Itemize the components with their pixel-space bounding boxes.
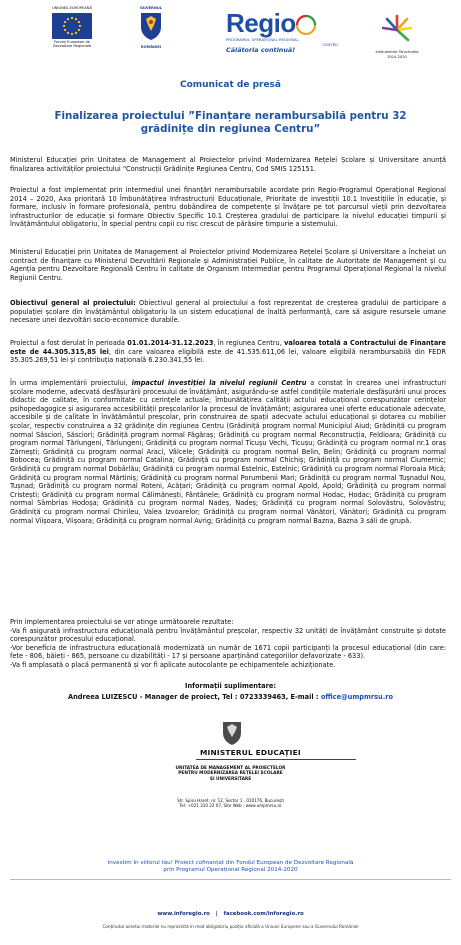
- ministry-address: [100, 798, 361, 809]
- instruments-caption-1: Instrumente Structurale: [375, 50, 419, 54]
- footer-note: [20, 860, 441, 874]
- instruments-logo: [367, 14, 427, 59]
- contact-email-link[interactable]: office@umpmrsu.ro: [320, 693, 393, 701]
- budget-text-a: Proiectul a fost derulat în perioada: [10, 339, 128, 347]
- contact-block: [0, 682, 461, 701]
- ministry-unit: [120, 766, 341, 782]
- unit-line-3: ȘI UNIVERSITARE: [209, 776, 252, 782]
- contact-heading: Informații suplimentare:: [185, 682, 276, 690]
- coat-of-arms-icon: [221, 720, 243, 746]
- contact-line: [0, 693, 461, 701]
- objective-text: Obiectivul general al proiectului a fost reprezentat de creșterea gradului de participare a populației școlare din învățământul obligatoriu la un sistem educațional de înaltă performanță, care să asigure resursele umane necesare unei dezvoltări socio-economice durabile.: [10, 299, 446, 325]
- regio-tagline: Călătoria continuă!: [226, 46, 296, 55]
- unit-line-2: PENTRU MODERNIZAREA REȚELEI ȘCOLARE: [178, 771, 283, 777]
- press-release-label: Comunicat de presă: [179, 80, 281, 90]
- title-line-2: grădinițe din regiunea Centru”: [140, 123, 321, 135]
- structural-instruments-icon: [382, 14, 412, 46]
- impact-text-c: a constat în crearea unei infrastructuri școlare moderne, adecvată desfășurării procesului de învățământ, asigurându-se astfel condițiile materiale desfășurării unui proces didactic de calitate, în conformitate cu cerințele actuale; îmbunătățirea calității actului educațional corespunzător cerințelor psihopedagogice și asigurarea accesibilității preșcolarilor la procesul de învățământ; asigurarea unei oferte educaționale adecvate, accesibile și de calitate în învățământul preșcolar, prin construirea de spații adecvate actului educațional și dotarea cu mobilier școlar, respectiv construirea a 32 grădinițe din regiunea Centru (Grădiniță program normal Municipiul Aiud; Grădiniță cu program normal Săsciori, Săsciori; Grădiniță program normal Făgăraș; Grădiniță cu program normal Reconstrucția, Feldioara; Grădiniță cu program normal Tărlungeni, Tărlungeni; Grădiniță cu program normal Ticușu Vechi, Ticușu; Grădiniță cu program normal nr.1 oraș Zărnești; Grădiniță cu program normal Araci, Vâlcele; Grădiniță cu program normal Belin, Belin; Grădiniță cu program normal Bobocea; Grădiniță cu program normal Catalina; Grădiniță cu program normal Chichiș; Grădiniță cu program normal Ciumernic; Grădiniță cu program normal Dobârlău; Grădiniță cu program normal Estelnic, Estelnic; Grădiniță cu program normal Floroaia Mică; Grădiniță cu program normal Mărtiniș; Grădiniță cu program normal Porumbenii Mari; Grădiniță cu program normal Tușnadul Nou, Tușnad; Grădiniță cu program normal Roteni, Acățari; Grădiniță cu program normal Apold, Apold; Grădiniță cu program normal Cristești; Grădiniță cu program normal Călimănești, Fântânele; Grădiniță cu program normal Hodac, Hodac; Grădiniță cu program normal Sâmbrias Hodoșa; Grădiniță cu program normal Nadeș, Nadeș; Grădiniță cu program normal Solovăstru, Solovăstru; Grădiniță cu program normal Chirileu, Valea Izvoarelor; Grădiniță cu program normal Vânători, Vânători; Grădiniță cu program normal Viișoara, Viișoara; Grădiniță cu program normal Avrig; Grădiniță cu program normal Bazna, Bazna 3 săli de grupă.: [10, 379, 446, 525]
- regio-swirl-icon: [295, 14, 317, 36]
- instruments-caption-2: 2014-2020: [387, 54, 407, 59]
- title-line-1: Finalizarea proiectului ”Finanțare nerambursabilă pentru 32: [54, 110, 407, 122]
- objective-label: Obiectivul general al proiectului:: [10, 299, 136, 307]
- budget-text-c: , în regiunea Centru,: [213, 339, 285, 347]
- address-line-1: Str. Spiru Haret, nr. 12, Sector 1 , 010176, București: [177, 798, 284, 803]
- results-intro: Prin implementarea proiectului se vor atinge următoarele rezultate:: [10, 618, 234, 626]
- footer-disclaimer: Conținutul acestui material nu reprezintă în mod obligatoriu poziția oficială a Uniunii Europene sau a Guvernului României: [102, 924, 359, 929]
- result-item: -Va fi amplasată o placă permanentă și vor fi aplicate autocolante pe echipamentele achiziționate.: [10, 660, 336, 669]
- project-period: 01.01.2014-31.12.2023: [127, 339, 214, 347]
- footer-links: [0, 911, 461, 917]
- facebook-link[interactable]: facebook.com/inforegio.ro: [223, 911, 304, 917]
- contract-paragraph: Ministerul Educației prin Unitatea de Management al Proiectelor privind Modernizarea Rețelei Școlare și Universitare a încheiat un contract de finanțare cu Ministerul Dezvoltării Regionale și Administrației Publice, în calitate de Autoritate de Management și cu Agenția pentru Dezvoltare Regională Centru în calitate de Organism Intermediar pentru Programul Operațional Regional la nivelul Regiunii Centru.: [10, 248, 446, 282]
- impact-paragraph: [10, 379, 446, 525]
- contact-details: Andreea LUIZESCU - Manager de proiect, Tel : 0723339463, E-mail :: [67, 693, 321, 701]
- eu-logo: [34, 6, 110, 49]
- regio-logo: [226, 10, 338, 54]
- eu-caption-bottom-1: Fondul European de: [54, 39, 90, 44]
- footer-note-line-1: Investim în viitorul tău! Proiect cofinanțat din Fondul European de Dezvoltare Regională: [107, 860, 354, 866]
- impact-emphasis: impactul investiției la nivelul regiunii Centru: [131, 379, 307, 387]
- inforegio-website-link[interactable]: www.inforegio.ro: [157, 911, 210, 917]
- footer-link-separator: |: [215, 911, 218, 917]
- coat-of-arms-icon: [138, 11, 164, 41]
- government-logo: [126, 6, 176, 49]
- ministry-name: MINISTERUL EDUCAȚIEI: [200, 748, 301, 757]
- regio-subtitle-1: PROGRAMUL OPERAȚIONAL REGIONAL: [226, 37, 299, 42]
- ministry-emblem: [172, 720, 292, 750]
- eu-flag-icon: [52, 13, 92, 39]
- regio-wordmark: Regio: [226, 8, 296, 38]
- intro-paragraph: Ministerul Educației prin Unitatea de Management al Proiectelor privind Modernizarea Rețelei Școlare și Universitare anunță finalizarea activităților proiectului “Construcții Grădinițe Regiunea Centru, Cod SMIS 125151.: [10, 156, 446, 173]
- eu-caption-bottom-2: Dezvoltare Regională: [52, 44, 92, 48]
- footer-divider: [10, 879, 451, 880]
- impact-text-a: În urma implementării proiectului,: [10, 379, 132, 387]
- result-item: -Va fi asigurată infrastructura educațională pentru învățământul preșcolar, respectiv 32 unități de învățământ construite și dotate corespunzător procesului educațional.: [10, 626, 446, 644]
- regio-subtitle-2: CENTRU: [322, 41, 338, 47]
- eu-caption-top: UNIUNEA EUROPEANĂ: [52, 6, 92, 10]
- unit-line-1: UNITATEA DE MANAGEMENT AL PROIECTELOR: [175, 766, 286, 771]
- objective-paragraph: [10, 299, 446, 325]
- gov-caption-1: GUVERNUL: [139, 6, 163, 10]
- result-item: -Vor beneficia de infrastructura educațională modernizată un număr de 1671 copii participanți la procesul educațional (din care: fete - 806, băieți - 865, persoane cu dizabilități - 17 și persoane aparținând categoriilor defavorizate - 633).: [10, 643, 446, 661]
- document-title: [0, 110, 461, 136]
- footer-note-line-2: prin Programul Operațional Regional 2014-2020: [163, 867, 298, 874]
- program-paragraph: Proiectul a fost implementat prin intermediul unei finanțări nerambursabile acordate prin Regio-Programul Operațional Regional 2014 – 2020, Axa prioritară 10 Îmbunătățirea Infrastructurii Educaționale, Prioritate de investiții 10.1 Investițiile în educație, și formare, inclusiv în formare profesională, pentru dobândirea de competențe și învățare pe tot parcursul vieții prin dezvoltarea infrastructurilor de educație și formare Obiectiv Specific 10.1 Creșterea gradului de participare la nivelul educației timpurii și învățământului obligatoriu, în special pentru copii cu risc crescut de părăsire timpurie a sistemului.: [10, 186, 446, 229]
- ministry-divider: [196, 759, 356, 760]
- budget-paragraph: [10, 339, 446, 365]
- results-section: [10, 618, 446, 670]
- address-line-2: Tel: +021 310 22 07, Site Web : www.umpmrsu.ro: [179, 803, 282, 809]
- budget-text-e: , din care valoarea eligibilă este de 41.535.611,06 lei, valoare eligibilă nerambursabilă din FEDR 35.305.269,51 lei și contribuția națională 6.230.341,55 lei.: [10, 347, 446, 365]
- gov-caption-2: ROMÂNIEI: [140, 44, 162, 49]
- total-contract-value: valoarea totală a Contractului de Finanțare este de 44.305.315,85 lei: [10, 339, 446, 356]
